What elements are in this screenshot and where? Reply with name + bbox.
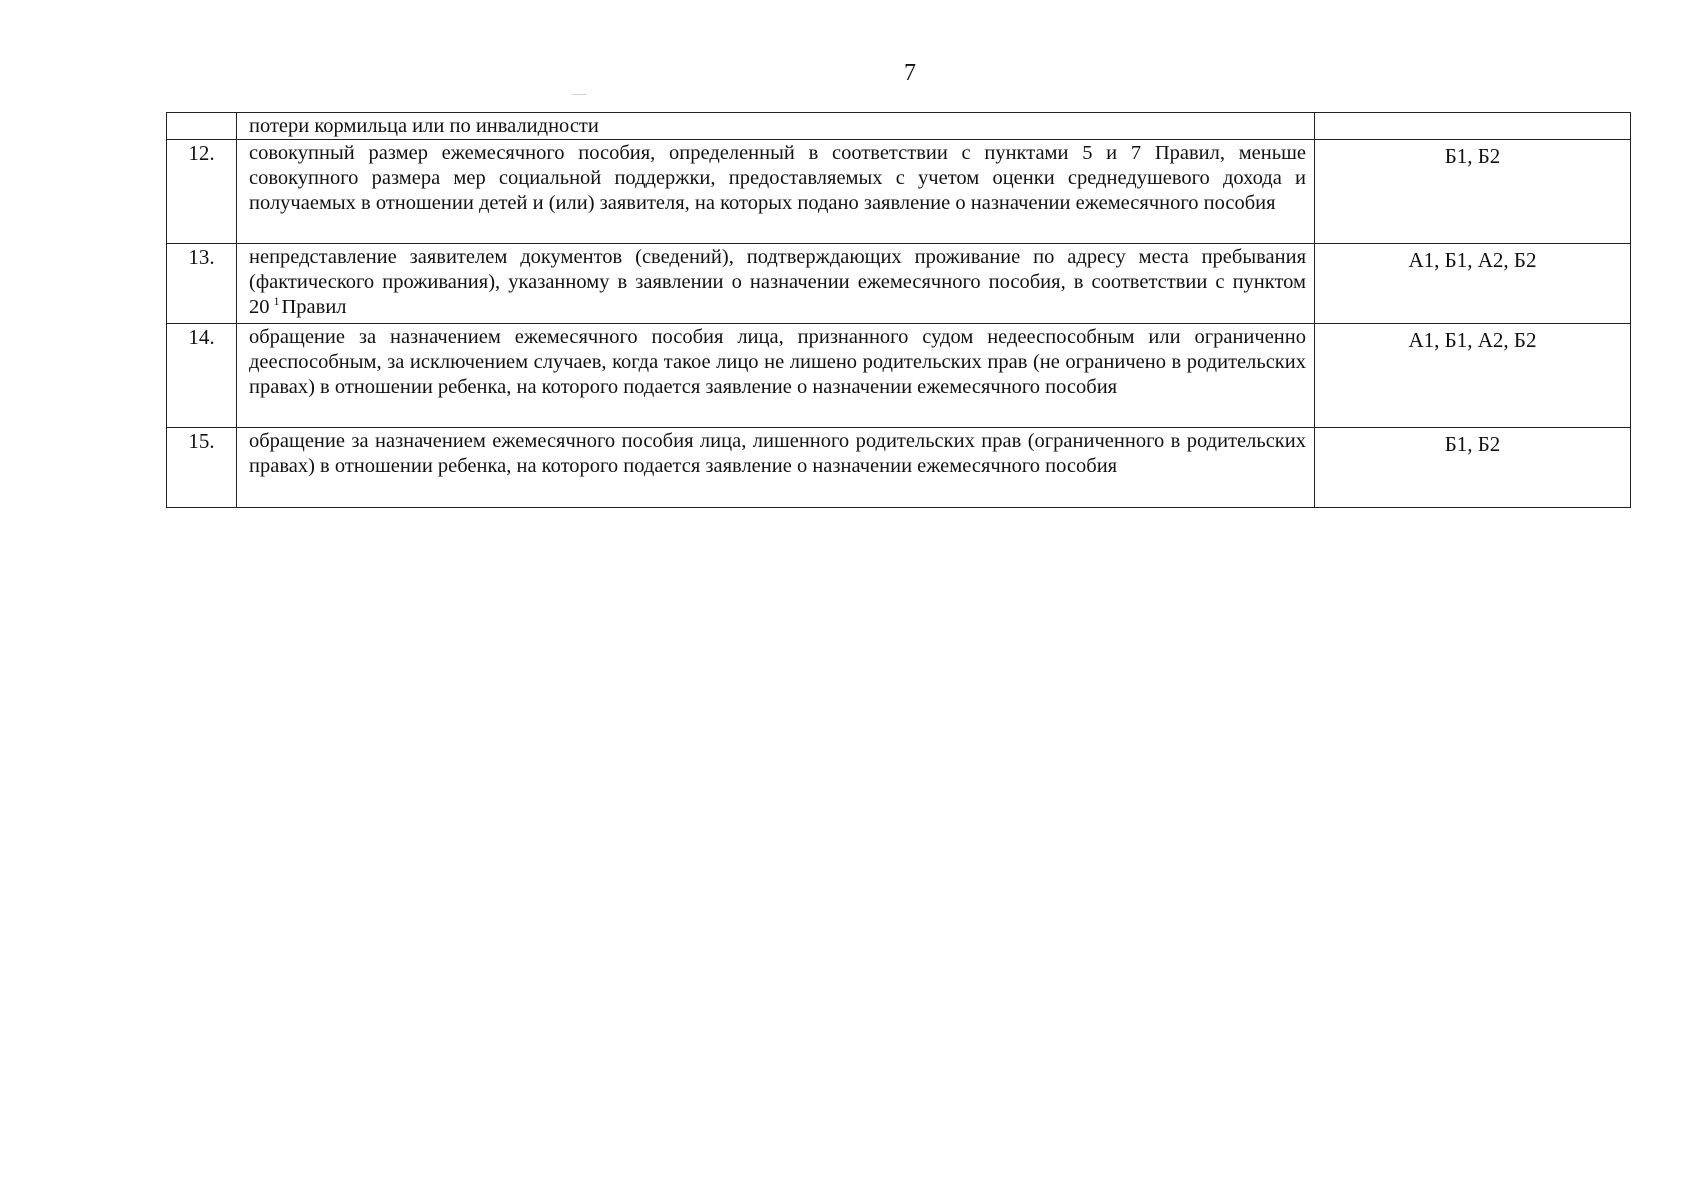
superscript-mark: 1	[273, 294, 280, 309]
row-number: 15.	[167, 428, 237, 508]
row-codes: А1, Б1, А2, Б2	[1315, 244, 1631, 324]
table-row	[167, 324, 1631, 428]
row-code-cell	[1315, 113, 1631, 140]
row-text: обращение за назначением ежемесячного пособия лица, признанного судом недееспособным или ограниченно дееспособным, за исключением случаев, когда такое лицо не лишено родительских прав (не ограничено в родительских правах) в отношении ребенка, на которого подается заявление о назначении ежемесячного пособия	[237, 324, 1315, 428]
row-text-main: непредставление заявителем документов (сведений), подтверждающих проживание по адресу места пребывания (фактического проживания), указанному в заявлении о назначении ежемесячного пособия, в соответствии с пунктом 20	[249, 246, 1306, 318]
row-text-cell: потери кормильца или по инвалидности	[237, 113, 1315, 140]
row-text	[237, 244, 1315, 324]
row-number-cell	[167, 113, 237, 140]
row-number: 14.	[167, 324, 237, 428]
row-number: 12.	[167, 140, 237, 244]
row-text: совокупный размер ежемесячного пособия, определенный в соответствии с пунктами 5 и 7 Правил, меньше совокупного размера мер социальной поддержки, предоставляемых с учетом оценки среднедушевого дохода и получаемых в отношении детей и (или) заявителя, на которых подано заявление о назначении ежемесячного пособия	[237, 140, 1315, 244]
page-number: 7	[904, 60, 916, 86]
row-text: обращение за назначением ежемесячного пособия лица, лишенного родительских прав (ограниченного в родительских правах) в отношении ребенка, на которого подается заявление о назначении ежемесячного пособия	[237, 428, 1315, 508]
row-number: 13.	[167, 244, 237, 324]
table-row	[167, 244, 1631, 324]
row-codes: А1, Б1, А2, Б2	[1315, 324, 1631, 428]
row-text-tail: Правил	[281, 296, 347, 318]
conditions-table	[166, 112, 1631, 508]
table-row	[167, 428, 1631, 508]
scan-artifact-mark	[572, 94, 586, 95]
table-row	[167, 140, 1631, 244]
row-codes: Б1, Б2	[1315, 140, 1631, 244]
row-codes: Б1, Б2	[1315, 428, 1631, 508]
table-row-continuation	[167, 113, 1631, 140]
